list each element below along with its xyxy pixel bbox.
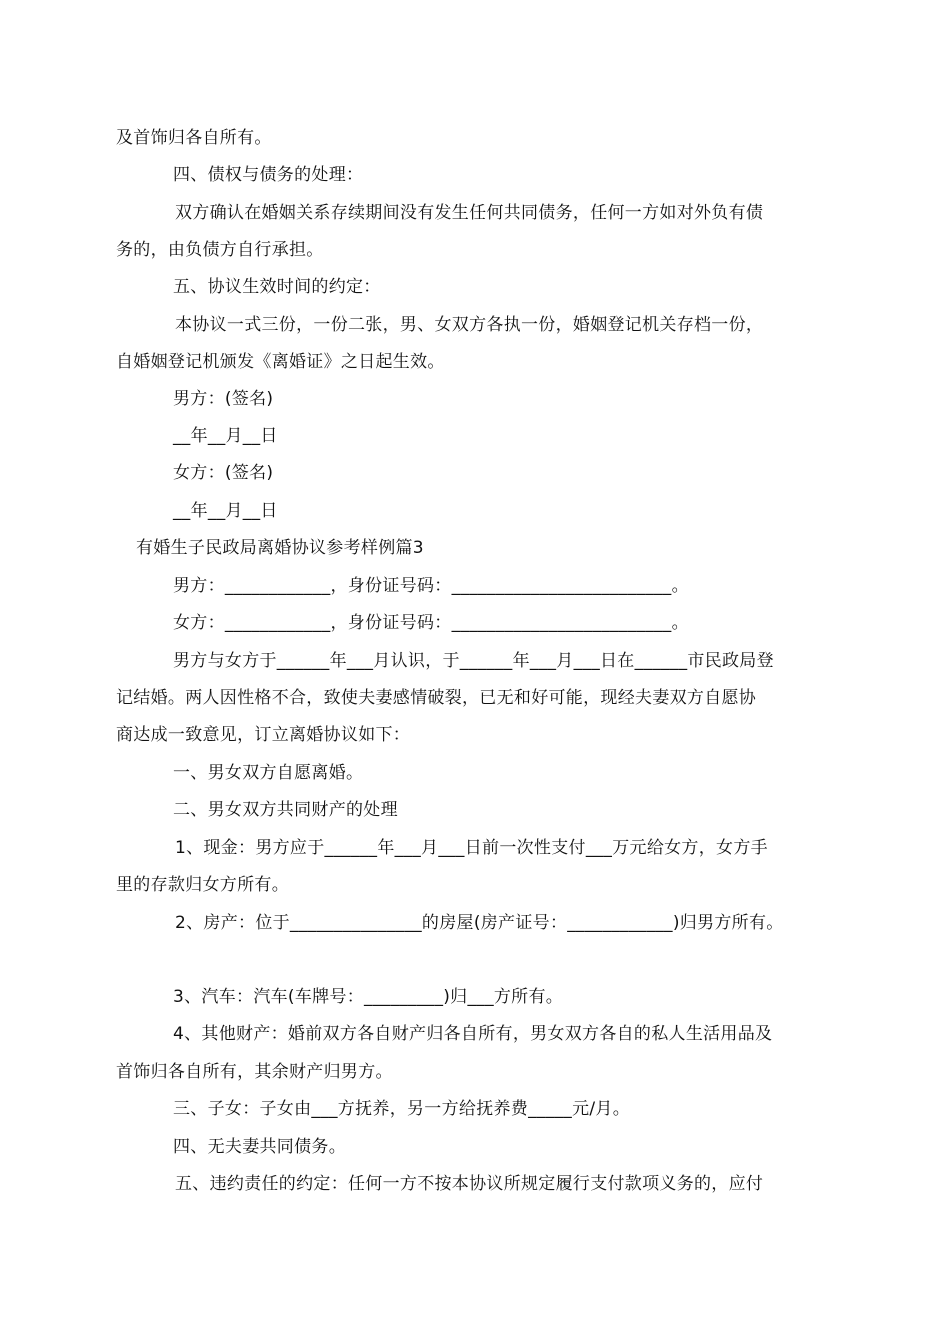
text-line: 及首饰归各自所有。 [116,128,272,148]
text-line: 3、汽车：汽车(车牌号：_________)归___方所有。 [173,987,564,1007]
form-field-line: 男方：____________，身份证号码：_________________________。 [173,576,689,596]
section-heading: 四、无夫妻共同债务。 [173,1137,346,1157]
section-heading: 四、债权与债务的处理： [173,165,364,185]
text-line: 双方确认在婚姻关系存续期间没有发生任何共同债务，任何一方如对外负有债 [175,203,764,223]
text-line: 务的，由负债方自行承担。 [116,240,324,260]
text-line: 2、房产：位于_______________的房屋(房产证号：____________)归男方所有。 [175,913,784,933]
signature-line: 女方：(签名) [173,463,274,483]
signature-line: 男方：(签名) [173,389,274,409]
document-title: 有婚生子民政局离婚协议参考样例篇3 [136,538,424,558]
text-line: 商达成一致意见，订立离婚协议如下： [116,725,411,745]
section-heading: 五、协议生效时间的约定： [173,277,381,297]
text-line: 里的存款归女方所有。 [116,875,289,895]
date-line: __年__月__日 [173,501,278,521]
form-field-line: 女方：____________，身份证号码：_________________________。 [173,613,689,633]
text-line: 三、子女：子女由___方抚养，另一方给抚养费_____元/月。 [173,1099,631,1119]
text-line: 首饰归各自所有，其余财产归男方。 [116,1062,393,1082]
section-heading: 一、男女双方自愿离婚。 [173,763,364,783]
text-line: 五、违约责任的约定：任何一方不按本协议所规定履行支付款项义务的，应付 [175,1174,764,1194]
text-line: 自婚姻登记机颁发《离婚证》之日起生效。 [116,352,445,372]
section-heading: 二、男女双方共同财产的处理 [173,800,398,820]
text-line: 1、现金：男方应于______年___月___日前一次性支付___万元给女方，女方手 [175,838,768,858]
text-line: 4、其他财产：婚前双方各自财产归各自所有，男女双方各自的私人生活用品及 [173,1024,773,1044]
text-line: 男方与女方于______年___月认识，于______年___月___日在______市民政局登 [173,651,774,671]
date-line: __年__月__日 [173,426,278,446]
text-line: 记结婚。两人因性格不合，致使夫妻感情破裂，已无和好可能，现经夫妻双方自愿协 [116,688,757,708]
text-line: 本协议一式三份，一份二张，男、女双方各执一份，婚姻登记机关存档一份， [175,315,764,335]
